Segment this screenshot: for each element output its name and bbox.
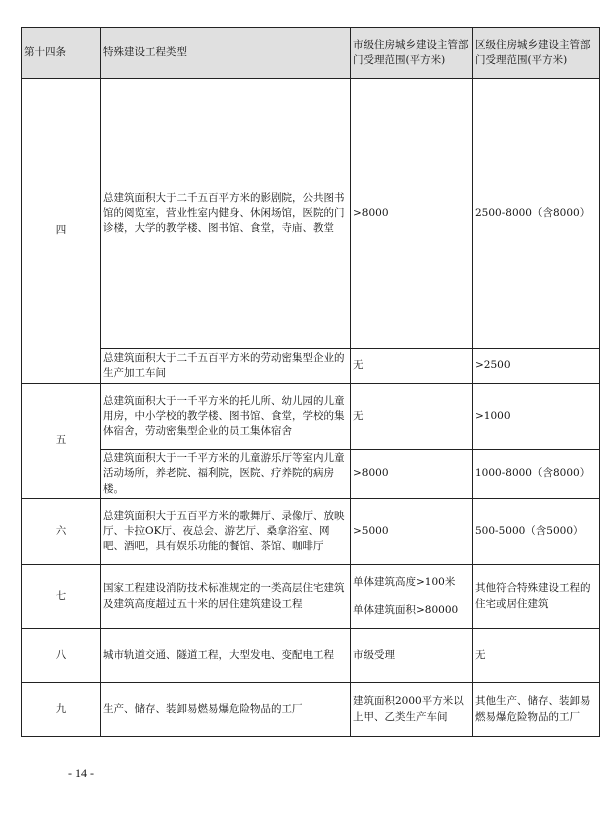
district-scope-cell: 无 [473,629,600,683]
city-scope-cell: 无 [351,384,473,450]
category-cell: 六 [22,499,101,565]
table-row [22,565,600,629]
category-cell: 八 [22,629,101,683]
category-cell: 九 [22,683,101,737]
table-row [22,384,600,450]
header-city-scope: 市级住房城乡建设主管部门受理范围(平方米) [351,28,473,79]
header-article: 第十四条 [22,28,101,79]
city-scope-area: 单体建筑面积>80000 [353,603,459,616]
table-row [22,683,600,737]
table-row [22,629,600,683]
category-cell: 四 [22,79,101,384]
table-row [22,349,600,384]
table-row [22,450,600,499]
type-cell: 城市轨道交通、隧道工程，大型发电、变配电工程 [101,629,351,683]
city-scope-cell: >5000 [351,499,473,565]
city-scope-cell: 无 [351,349,473,384]
city-scope-cell: 建筑面积2000平方米以上甲、乙类生产车间 [351,683,473,737]
city-scope-cell: 市级受理 [351,629,473,683]
district-scope-cell: 1000-8000（含8000） [473,450,600,499]
category-cell: 七 [22,565,101,629]
table-row [22,79,600,349]
table-header-row [22,28,600,79]
scope-table [21,27,600,737]
district-scope-cell: 500-5000（含5000） [473,499,600,565]
type-cell: 总建筑面积大于五百平方米的歌舞厅、录像厅、放映厅、卡拉OK厅、夜总会、游艺厅、桑拿浴室、网吧、酒吧，具有娱乐功能的餐馆、茶馆、咖啡厅 [101,499,351,565]
city-scope-cell: >8000 [351,450,473,499]
type-cell: 总建筑面积大于一千平方米的托儿所、幼儿园的儿童用房，中小学校的教学楼、图书馆、食堂，学校的集体宿舍，劳动密集型企业的员工集体宿舍 [101,384,351,450]
header-type: 特殊建设工程类型 [101,28,351,79]
type-cell: 总建筑面积大于二千五百平方米的影剧院，公共图书馆的阅览室，营业性室内健身、休闲场馆，医院的门诊楼，大学的教学楼、图书馆、食堂，寺庙、教堂 [101,79,351,349]
page-number: - 14 - [68,766,94,780]
type-cell: 国家工程建设消防技术标准规定的一类高层住宅建筑及建筑高度超过五十米的居住建筑建设工程 [101,565,351,629]
table-row [22,499,600,565]
type-cell: 生产、储存、装卸易燃易爆危险物品的工厂 [101,683,351,737]
city-scope-height: 单体建筑高度>100米 [353,576,456,589]
city-scope-cell [351,565,473,629]
district-scope-cell: 2500-8000（含8000） [473,79,600,349]
type-cell: 总建筑面积大于二千五百平方米的劳动密集型企业的生产加工车间 [101,349,351,384]
type-cell: 总建筑面积大于一千平方米的儿童游乐厅等室内儿童活动场所，养老院、福利院，医院、疗养院的病房楼。 [101,450,351,499]
district-scope-cell: >2500 [473,349,600,384]
header-district-scope: 区级住房城乡建设主管部门受理范围(平方米) [473,28,600,79]
district-scope-cell: 其他生产、储存、装卸易燃易爆危险物品的工厂 [473,683,600,737]
district-scope-cell: >1000 [473,384,600,450]
district-scope-cell: 其他符合特殊建设工程的住宅或居住建筑 [473,565,600,629]
category-cell: 五 [22,384,101,499]
city-scope-cell: >8000 [351,79,473,349]
